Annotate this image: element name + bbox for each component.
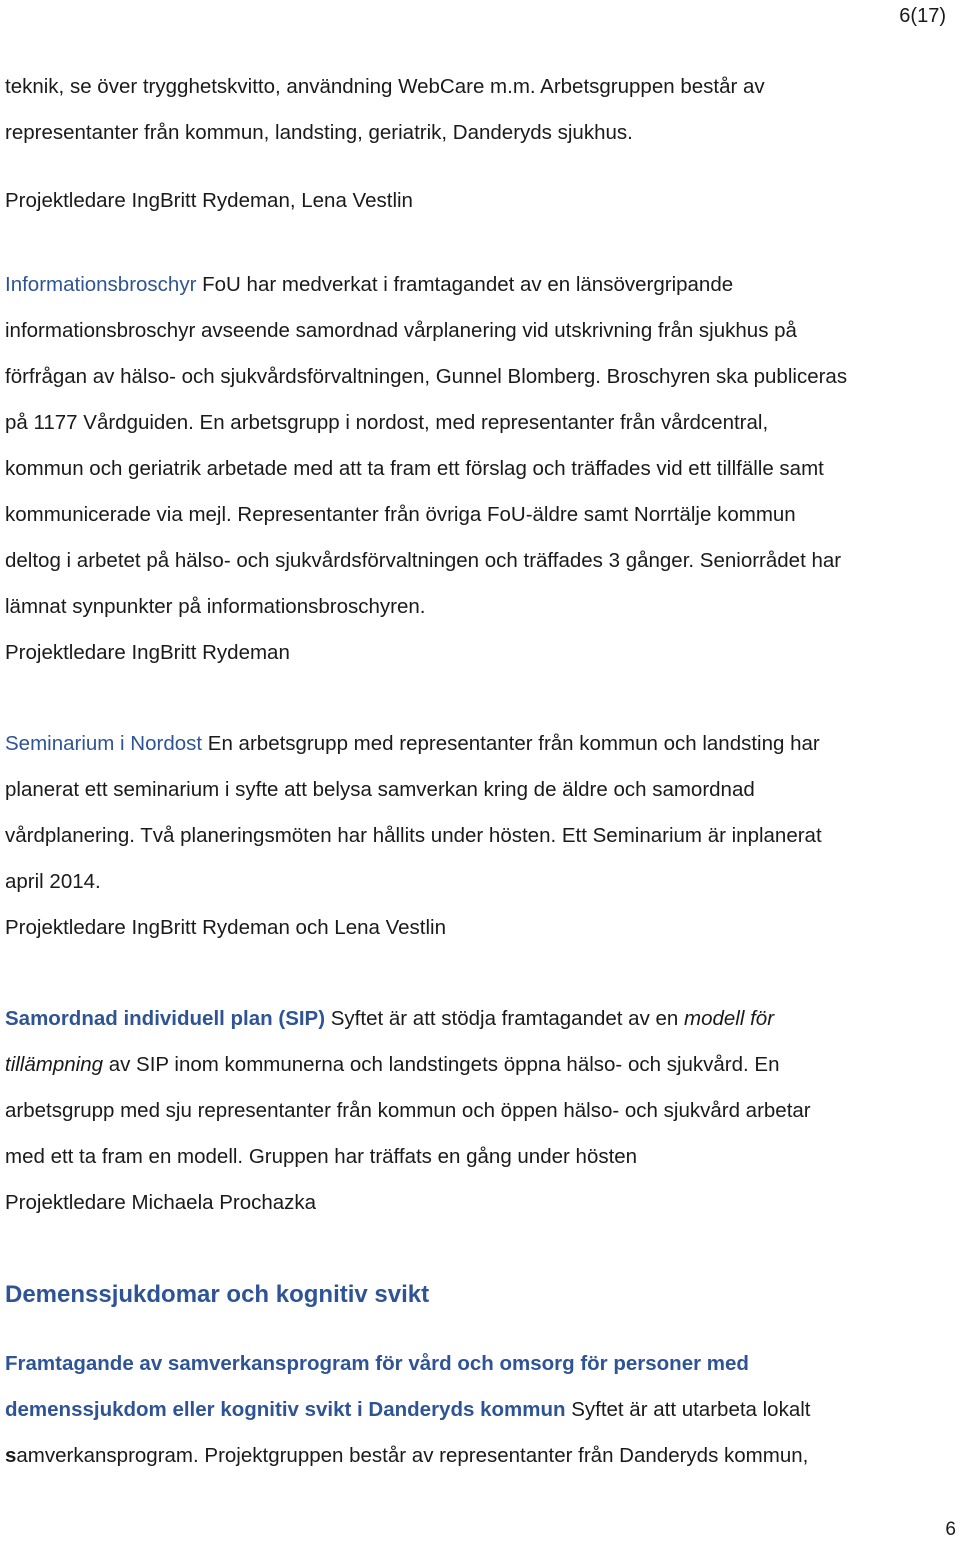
seminar-line-2: planerat ett seminarium i syfte att belysa samverkan kring de äldre och samordnad (5, 778, 755, 801)
brochure-line-8: lämnat synpunkter på informationsbroschyren. (5, 595, 426, 618)
brochure-title: Informationsbroschyr (5, 273, 197, 296)
sip-line-4: med ett ta fram en modell. Gruppen har träffats en gång under hösten (5, 1145, 638, 1168)
intro-line-1: teknik, se över trygghetskvitto, användning WebCare m.m. Arbetsgruppen består av (5, 75, 765, 98)
dementia-line-3-bold-letter: s (5, 1444, 17, 1467)
spacer (5, 951, 957, 996)
spacer (5, 676, 957, 721)
brochure-line-3: förfrågan av hälso- och sjukvårdsförvaltningen, Gunnel Blomberg. Broschyren ska publiceras (5, 365, 848, 388)
brochure-line-4: på 1177 Vårdguiden. En arbetsgrupp i nordost, med representanter från vårdcentral, (5, 411, 769, 434)
sip-title: Samordnad individuell plan (SIP) (5, 1007, 326, 1030)
brochure-paragraph-line-1 (5, 262, 957, 308)
sip-paragraph-line-2 (5, 1042, 957, 1088)
brochure-line-1-text: FoU har medverkat i framtagandet av en länsövergripande (196, 273, 734, 296)
sip-project-leader: Projektledare Michaela Prochazka (5, 1191, 317, 1214)
sip-paragraph-line-1 (5, 996, 957, 1042)
seminar-project-leader: Projektledare IngBritt Rydeman och Lena Vestlin (5, 916, 447, 939)
brochure-line-7: deltog i arbetet på hälso- och sjukvårdsförvaltningen och träffades 3 gånger. Seniorrådet har (5, 549, 842, 572)
dementia-section-heading: Demenssjukdomar och kognitiv svikt (5, 1281, 430, 1308)
seminar-line-3: vårdplanering. Två planeringsmöten har hållits under hösten. Ett Seminarium är inplanerat (5, 824, 822, 847)
dementia-line-3-text: amverkansprogram. Projektgruppen består av representanter från Danderyds kommun, (16, 1444, 809, 1467)
spacer (5, 156, 957, 178)
seminar-line-4: april 2014. (5, 870, 101, 893)
seminar-title: Seminarium i Nordost (5, 732, 203, 755)
dementia-paragraph-line-3 (5, 1433, 957, 1479)
sip-line-1-italic: modell för (684, 1007, 775, 1030)
brochure-line-5: kommun och geriatrik arbetade med att ta fram ett förslag och träffades vid ett tillfälle samt (5, 457, 824, 480)
seminar-paragraph-line-1 (5, 721, 957, 767)
spacer (5, 1319, 957, 1341)
sip-line-1-text: Syftet är att stödja framtagandet av en (325, 1007, 685, 1030)
sip-line-3: arbetsgrupp med sju representanter från kommun och öppen hälso- och sjukvård arbetar (5, 1099, 811, 1122)
sip-line-2-text: av SIP inom kommunerna och landstingets öppna hälso- och sjukvård. En (103, 1053, 780, 1076)
dementia-paragraph-line-2 (5, 1387, 957, 1433)
brochure-project-leader: Projektledare IngBritt Rydeman (5, 641, 290, 664)
dementia-subheading-line-2: demenssjukdom eller kognitiv svikt i Danderyds kommun (5, 1398, 566, 1421)
spacer (5, 224, 957, 262)
brochure-line-6: kommunicerade via mejl. Representanter från övriga FoU-äldre samt Norrtälje kommun (5, 503, 796, 526)
document-body (5, 64, 957, 1479)
brochure-line-2: informationsbroschyr avseende samordnad vårplanering vid utskrivning från sjukhus på (5, 319, 797, 342)
dementia-line-2-text: Syftet är att utarbeta lokalt (565, 1398, 811, 1421)
sip-line-2-italic: tillämpning (5, 1053, 103, 1076)
page-indicator: 6(17) (899, 5, 946, 27)
page-number: 6 (945, 1519, 956, 1540)
seminar-line-1-text: En arbetsgrupp med representanter från kommun och landsting har (202, 732, 820, 755)
dementia-subheading-line-1: Framtagande av samverkansprogram för vård och omsorg för personer med (5, 1352, 749, 1375)
intro-line-2: representanter från kommun, landsting, geriatrik, Danderyds sjukhus. (5, 121, 633, 144)
spacer (5, 1226, 957, 1271)
intro-project-leader: Projektledare IngBritt Rydeman, Lena Vestlin (5, 189, 413, 212)
